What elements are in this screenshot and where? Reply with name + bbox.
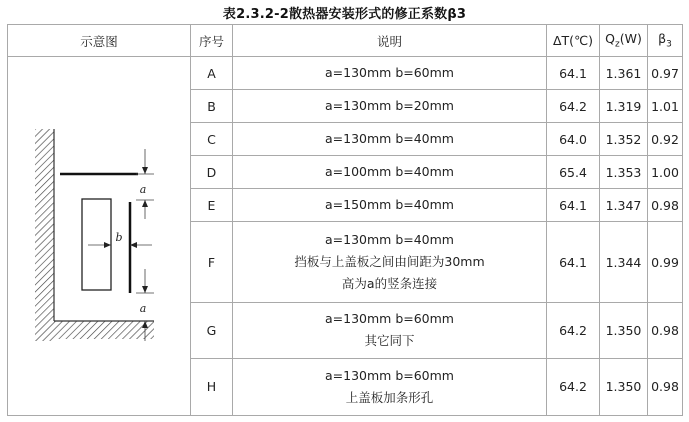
- row-description: a=130mm b=60mm 其它同下: [233, 302, 547, 358]
- row-qz: 1.344: [600, 222, 648, 302]
- row-qz: 1.352: [600, 123, 648, 156]
- row-beta3: 1.01: [648, 90, 683, 123]
- row-index: G: [191, 302, 233, 358]
- correction-factor-table: [7, 24, 683, 416]
- header-diagram: 示意图: [8, 25, 191, 57]
- row-delta-t: 64.1: [547, 222, 600, 302]
- row-delta-t: 64.2: [547, 302, 600, 358]
- row-beta3: 0.98: [648, 302, 683, 358]
- row-delta-t: 64.1: [547, 189, 600, 222]
- row-qz: 1.353: [600, 156, 648, 189]
- row-delta-t: 65.4: [547, 156, 600, 189]
- row-qz: 1.350: [600, 302, 648, 358]
- row-index: B: [191, 90, 233, 123]
- row-beta3: 0.99: [648, 222, 683, 302]
- row-description: a=130mm b=40mm 挡板与上盖板之间由间距为30mm 高为a的竖条连接: [233, 222, 547, 302]
- row-description: a=150mm b=40mm: [233, 189, 547, 222]
- row-qz: 1.319: [600, 90, 648, 123]
- row-description: a=100mm b=40mm: [233, 156, 547, 189]
- dim-b-label: b: [115, 231, 123, 244]
- row-beta3: 0.98: [648, 189, 683, 222]
- row-beta3: 0.92: [648, 123, 683, 156]
- row-description: a=130mm b=60mm 上盖板加条形孔: [233, 358, 547, 415]
- row-index: A: [191, 57, 233, 90]
- row-description: a=130mm b=20mm: [233, 90, 547, 123]
- dim-a-top-label: a: [139, 183, 147, 196]
- header-row: [8, 25, 683, 57]
- installation-diagram: [8, 57, 191, 412]
- dim-a-top-arrow1: [142, 167, 148, 174]
- wall-hatch: [35, 129, 54, 341]
- header-qz: $Q_z(W)$: [600, 25, 648, 57]
- row-index: H: [191, 358, 233, 415]
- header-delta-t: ΔT(℃): [547, 25, 600, 57]
- row-delta-t: 64.2: [547, 358, 600, 415]
- row-beta3: 0.98: [648, 358, 683, 415]
- row-beta3: 1.00: [648, 156, 683, 189]
- row-delta-t: 64.0: [547, 123, 600, 156]
- row-qz: 1.350: [600, 358, 648, 415]
- row-description: a=130mm b=40mm: [233, 123, 547, 156]
- header-description: 说明: [233, 25, 547, 57]
- table-row: [8, 57, 683, 90]
- row-index: D: [191, 156, 233, 189]
- row-index: F: [191, 222, 233, 302]
- dim-a-bottom-label: a: [139, 302, 147, 315]
- row-qz: 1.347: [600, 189, 648, 222]
- row-index: E: [191, 189, 233, 222]
- row-description: a=130mm b=60mm: [233, 57, 547, 90]
- row-delta-t: 64.2: [547, 90, 600, 123]
- floor-hatch: [54, 321, 154, 339]
- dim-a-bottom-arrow1: [142, 286, 148, 293]
- dim-a-top-arrow2: [142, 200, 148, 207]
- header-index: 序号: [191, 25, 233, 57]
- diagram-cell: [8, 57, 191, 416]
- row-qz: 1.361: [600, 57, 648, 90]
- table-title: 表2.3.2-2散热器安装形式的修正系数β3: [222, 7, 467, 22]
- row-index: C: [191, 123, 233, 156]
- header-beta3: $\beta_3$: [648, 25, 683, 57]
- row-beta3: 0.97: [648, 57, 683, 90]
- row-delta-t: 64.1: [547, 57, 600, 90]
